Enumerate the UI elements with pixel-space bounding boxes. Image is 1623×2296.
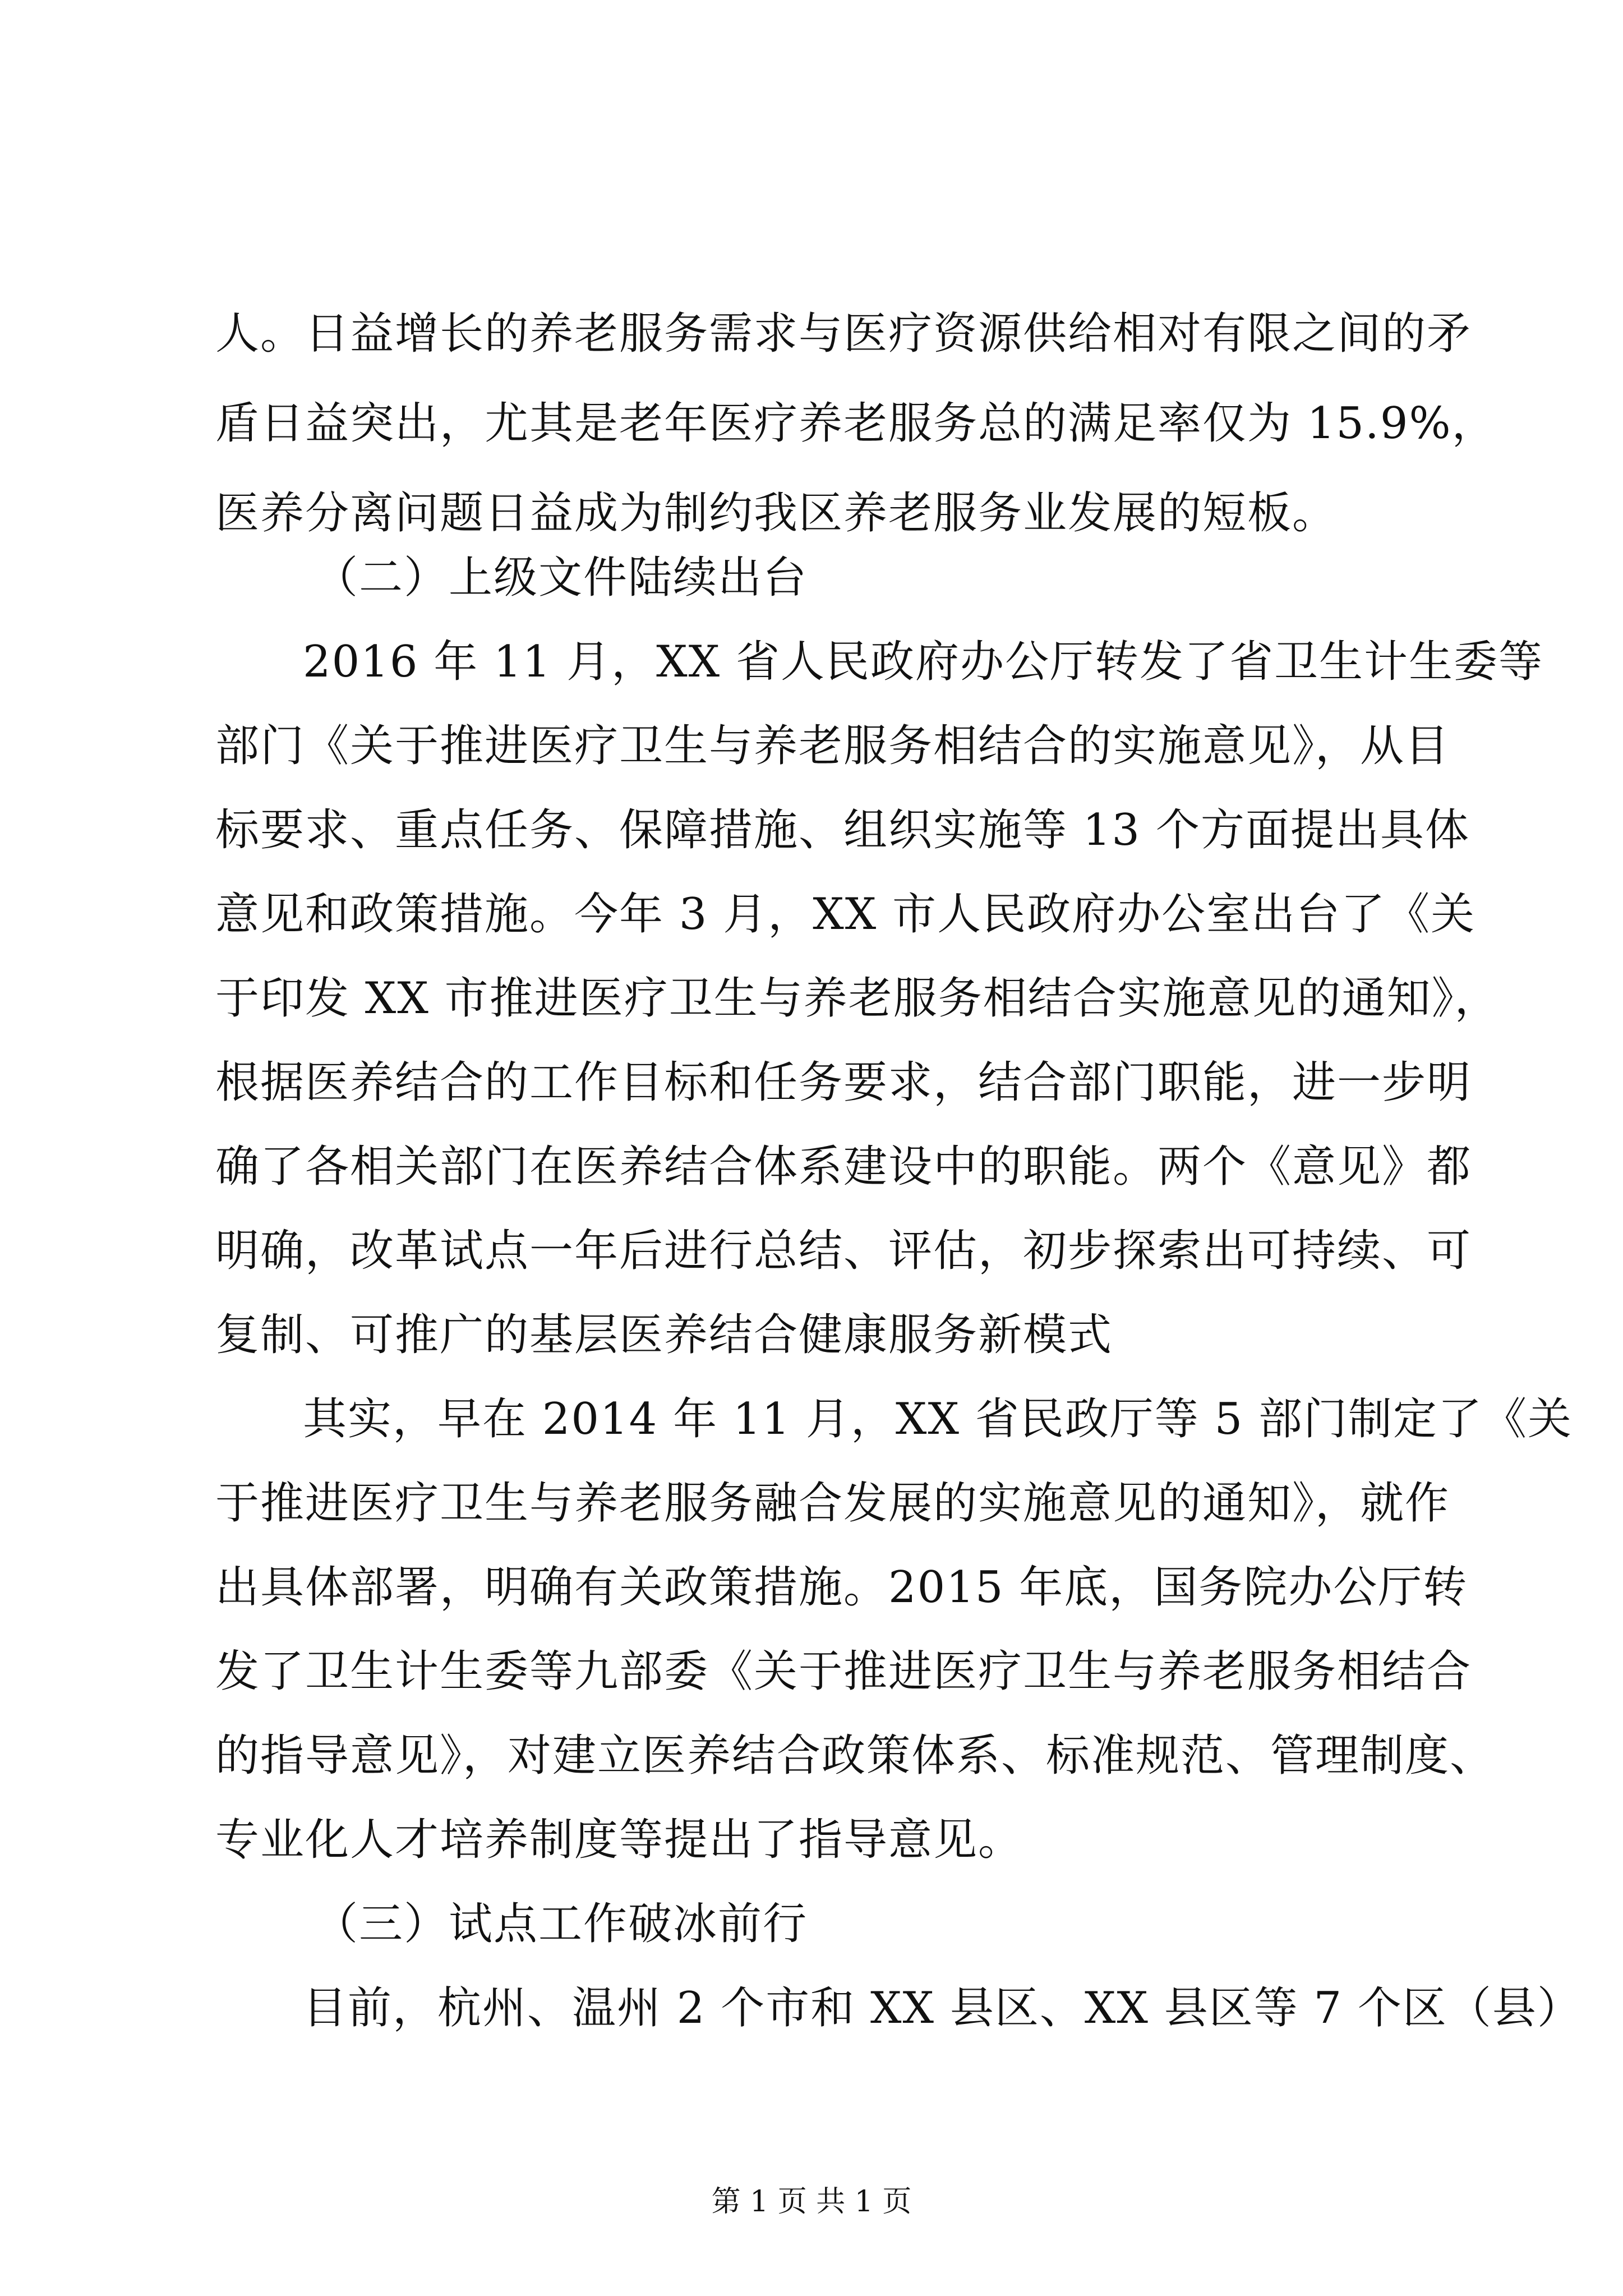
body-text-line: 人。日益增长的养老服务需求与医疗资源供给相对有限之间的矛 xyxy=(215,309,1472,359)
body-text-line: 于推进医疗卫生与养老服务融合发展的实施意见的通知》，就作 xyxy=(215,1478,1450,1529)
section-heading: （二）上级文件陆续出台 xyxy=(314,553,808,603)
section-heading: （三）试点工作破冰前行 xyxy=(314,1899,808,1949)
body-text-line: 的指导意见》，对建立医养结合政策体系、标准规范、管理制度、 xyxy=(215,1731,1495,1781)
page-number-footer: 第 1 页 共 1 页 xyxy=(711,2185,912,2219)
body-text-line: 医养分离问题日益成为制约我区养老服务业发展的短板。 xyxy=(215,488,1338,539)
paragraph-first-line: 目前，杭州、温州 2 个市和 XX 县区、XX 县区等 7 个区（县） xyxy=(303,1983,1582,2033)
paragraph-first-line: 其实，早在 2014 年 11 月，XX 省民政厅等 5 部门制定了《关 xyxy=(303,1394,1573,1444)
body-text-line: 于印发 XX 市推进医疗卫生与养老服务相结合实施意见的通知》， xyxy=(215,973,1500,1024)
body-text-line: 标要求、重点任务、保障措施、组织实施等 13 个方面提出具体 xyxy=(215,805,1470,855)
body-text-line: 盾日益突出，尤其是老年医疗养老服务总的满足率仅为 15.9%， xyxy=(215,398,1497,449)
body-text-line: 复制、可推广的基层医养结合健康服务新模式 xyxy=(215,1310,1113,1360)
body-text-line: 出具体部署，明确有关政策措施。2015 年底，国务院办公厅转 xyxy=(215,1562,1468,1613)
body-text-line: 专业化人才培养制度等提出了指导意见。 xyxy=(215,1815,1023,1865)
body-text-line: 确了各相关部门在医养结合体系建设中的职能。两个《意见》都 xyxy=(215,1142,1472,1192)
body-text-line: 发了卫生计生委等九部委《关于推进医疗卫生与养老服务相结合 xyxy=(215,1646,1472,1697)
body-text-line: 部门《关于推进医疗卫生与养老服务相结合的实施意见》，从目 xyxy=(215,721,1450,771)
body-text-line: 根据医养结合的工作目标和任务要求，结合部门职能，进一步明 xyxy=(215,1057,1472,1108)
paragraph-first-line: 2016 年 11 月，XX 省人民政府办公厅转发了省卫生计生委等 xyxy=(303,637,1543,687)
body-text-line: 意见和政策措施。今年 3 月，XX 市人民政府办公室出台了《关 xyxy=(215,889,1476,940)
body-text-line: 明确，改革试点一年后进行总结、评估，初步探索出可持续、可 xyxy=(215,1226,1472,1276)
